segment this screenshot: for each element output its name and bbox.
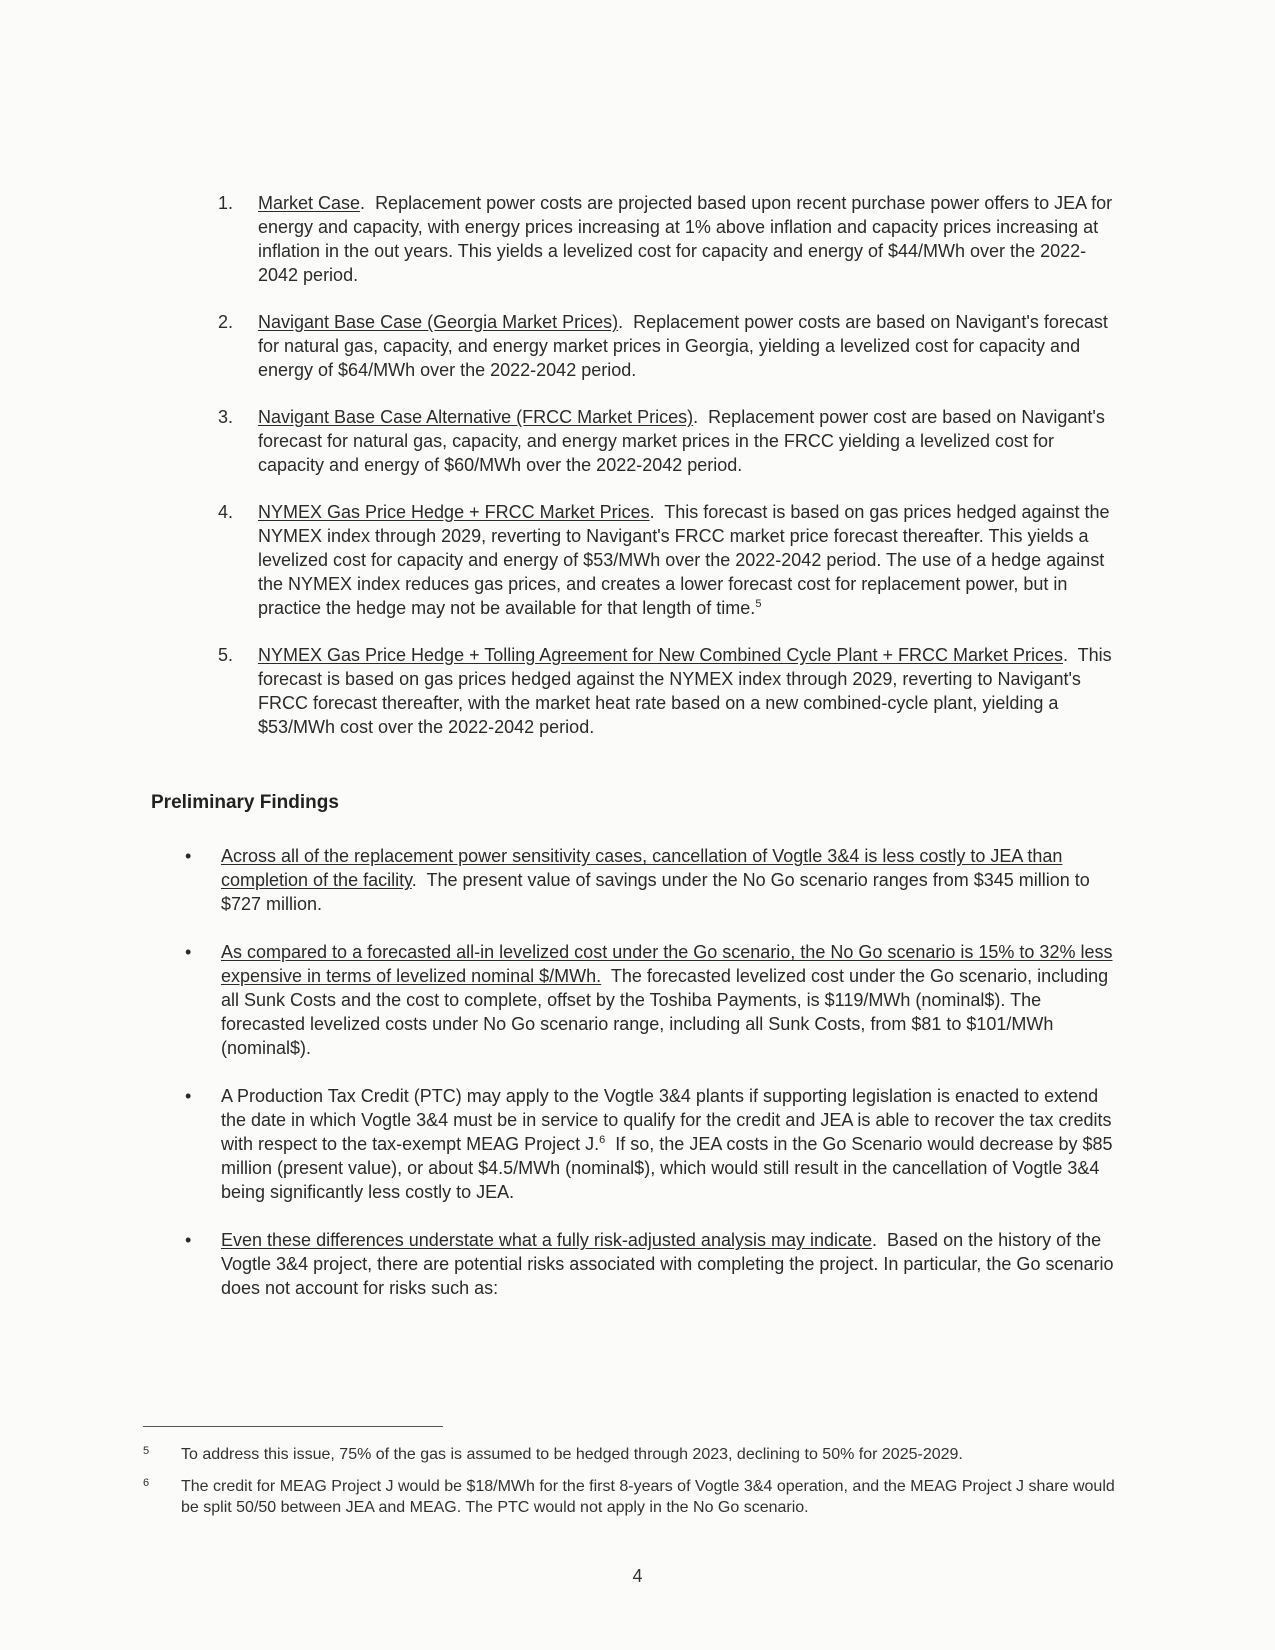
section-heading: Preliminary Findings	[151, 792, 339, 813]
footnote-reference[interactable]: 6	[599, 1134, 606, 1146]
footnote	[143, 1476, 1123, 1518]
finding-headline: Across all of the replacement power sensitivity cases, cancellation of Vogtle 3&4 is less costly to JEA than completion of the facility	[221, 846, 1063, 890]
list-item: 5. NYMEX Gas Price Hedge + Tolling Agreement for New Combined Cycle Plant + FRCC Market Prices. This forecast is based on gas prices hedged against the NYMEX index through 2029, reverting to Navigant's FRCC forecast thereafter, with the market heat rate based on a new combined-cycle plant, yielding a $53/MWh cost over the 2022-2042 period.	[218, 645, 1112, 737]
finding-text: If so, the JEA costs in the Go Scenario would decrease by $85 million (present value), or about $4.5/MWh (nominal$), which would still result in the cancellation of Vogtle 3&4 being significantly less costly to JEA.	[221, 1134, 1113, 1202]
item-text: Replacement power cost are based on Navigant's forecast for natural gas, capacity, and energy market prices in the FRCC yielding a levelized cost for capacity and energy of $60/MWh over the 2022-2042 period.	[258, 407, 1105, 475]
bullet-icon: •	[185, 942, 192, 962]
item-number: 3.	[218, 407, 234, 427]
list-item: 2. Navigant Base Case (Georgia Market Prices). Replacement power costs are based on Navigant's forecast for natural gas, capacity, and energy market prices in Georgia, yielding a levelized cost for capacity and energy of $64/MWh over the 2022-2042 period.	[218, 312, 1108, 380]
item-title: Market Case	[258, 193, 361, 213]
footnote-mark: 5	[143, 1445, 150, 1457]
finding-text: A Production Tax Credit (PTC) may apply to the Vogtle 3&4 plants if supporting legislation is enacted to extend the date in which Vogtle 3&4 must be in service to qualify for the credit and JEA is able to recover the tax credits with respect to the tax-exempt MEAG Project J.	[221, 1086, 1112, 1154]
bullet-icon: •	[185, 1230, 192, 1250]
footnote	[143, 1444, 1123, 1465]
finding-text: Based on the history of the Vogtle 3&4 project, there are potential risks associated with completing the project. In particular, the Go scenario does not account for risks such as:	[221, 1230, 1114, 1298]
item-number: 2.	[218, 312, 234, 332]
list-item: 3. Navigant Base Case Alternative (FRCC Market Prices). Replacement power cost are based on Navigant's forecast for natural gas, capacity, and energy market prices in the FRCC yielding a levelized cost for capacity and energy of $60/MWh over the 2022-2042 period.	[218, 407, 1105, 475]
footnote-mark: 6	[143, 1477, 150, 1489]
item-title: Navigant Base Case Alternative (FRCC Market Prices)	[258, 407, 694, 427]
replacement-power-cases-list	[218, 191, 1118, 762]
item-number: 4.	[218, 502, 234, 522]
list-item: 4. NYMEX Gas Price Hedge + FRCC Market Prices. This forecast is based on gas prices hedged against the NYMEX index through 2029, reverting to Navigant's FRCC market price forecast thereafter. This yields a levelized cost for capacity and energy of $53/MWh over the 2022-2042 period. The use of a hedge against the NYMEX index reduces gas prices, and creates a lower forecast cost for replacement power, but in practice the hedge may not be available for that length of time.$^5$	[218, 502, 1110, 618]
footnote-text: To address this issue, 75% of the gas is assumed to be hedged through 2023, declining to 50% for 2025-2029.	[181, 1446, 963, 1463]
item-text: This forecast is based on gas prices hedged against the NYMEX index through 2029, reverting to Navigant's FRCC market price forecast thereafter. This yields a levelized cost for capacity and energy of $53/MWh over the 2022-2042 period. The use of a hedge against the NYMEX index reduces gas prices, and creates a lower forecast cost for replacement power, but in practice the hedge may not be available for that length of time.	[258, 502, 1110, 618]
list-item: • Across all of the replacement power sensitivity cases, cancellation of Vogtle 3&4 is less costly to JEA than completion of the facility. The present value of savings under the No Go scenario ranges from $345 million to $727 million.	[185, 846, 1090, 914]
bullet-icon: •	[185, 1086, 192, 1106]
item-title: Navigant Base Case (Georgia Market Prices)	[258, 312, 619, 332]
list-item	[178, 1084, 1118, 1204]
item-number: 1.	[218, 193, 234, 213]
finding-text: The present value of savings under the No Go scenario ranges from $345 million to $727 million.	[221, 870, 1090, 914]
finding-text: The forecasted levelized cost under the Go scenario, including all Sunk Costs and the cost to complete, offset by the Toshiba Payments, is $119/MWh (nominal$). The forecasted levelized costs under No Go scenario range, including all Sunk Costs, from $81 to $101/MWh (nominal$).	[221, 966, 1109, 1058]
finding-headline: Even these differences understate what a fully risk-adjusted analysis may indicate	[221, 1230, 873, 1250]
list-item: 1. Market Case. Replacement power costs are projected based upon recent purchase power offers to JEA for energy and capacity, with energy prices increasing at 1% above inflation and capacity prices increasing at inflation in the out years. This yields a levelized cost for capacity and energy of $44/MWh over the 2022-2042 period.	[218, 193, 1113, 285]
bullet-icon: •	[185, 846, 192, 866]
item-text: Replacement power costs are projected based upon recent purchase power offers to JEA for energy and capacity, with energy prices increasing at 1% above inflation and capacity prices increasing at inflation in the out years. This yields a levelized cost for capacity and energy of $44/MWh over the 2022-2042 period.	[258, 193, 1113, 285]
list-item	[178, 940, 1118, 1060]
finding-headline: As compared to a forecasted all-in levelized cost under the Go scenario, the No Go scenario is 15% to 32% less expensive in terms of levelized nominal $/MWh.	[221, 942, 1113, 986]
item-title: NYMEX Gas Price Hedge + Tolling Agreement for New Combined Cycle Plant + FRCC Market Prices	[258, 645, 1063, 665]
page-number: 4	[632, 1566, 643, 1586]
findings-list	[178, 844, 1118, 1324]
item-text: Replacement power costs are based on Navigant's forecast for natural gas, capacity, and energy market prices in Georgia, yielding a levelized cost for capacity and energy of $64/MWh over the 2022-2042 period.	[258, 312, 1108, 380]
footnote-reference[interactable]: 5	[755, 598, 762, 610]
item-text: This forecast is based on gas prices hedged against the NYMEX index through 2029, reverting to Navigant's FRCC forecast thereafter, with the market heat rate based on a new combined-cycle plant, yielding a $53/MWh cost over the 2022-2042 period.	[258, 645, 1112, 737]
footnotes	[143, 1444, 1123, 1529]
item-number: 5.	[218, 645, 234, 665]
footnote-divider	[143, 1426, 443, 1427]
list-item: • Even these differences understate what a fully risk-adjusted analysis may indicate. Based on the history of the Vogtle 3&4 project, there are potential risks associated with completing the project. In particular, the Go scenario does not account for risks such as:	[185, 1230, 1114, 1298]
item-title: NYMEX Gas Price Hedge + FRCC Market Prices	[258, 502, 650, 522]
footnote-text: The credit for MEAG Project J would be $18/MWh for the first 8-years of Vogtle 3&4 operation, and the MEAG Project J share would be split 50/50 between JEA and MEAG. The PTC would not apply in the No Go scenario.	[181, 1478, 1115, 1516]
